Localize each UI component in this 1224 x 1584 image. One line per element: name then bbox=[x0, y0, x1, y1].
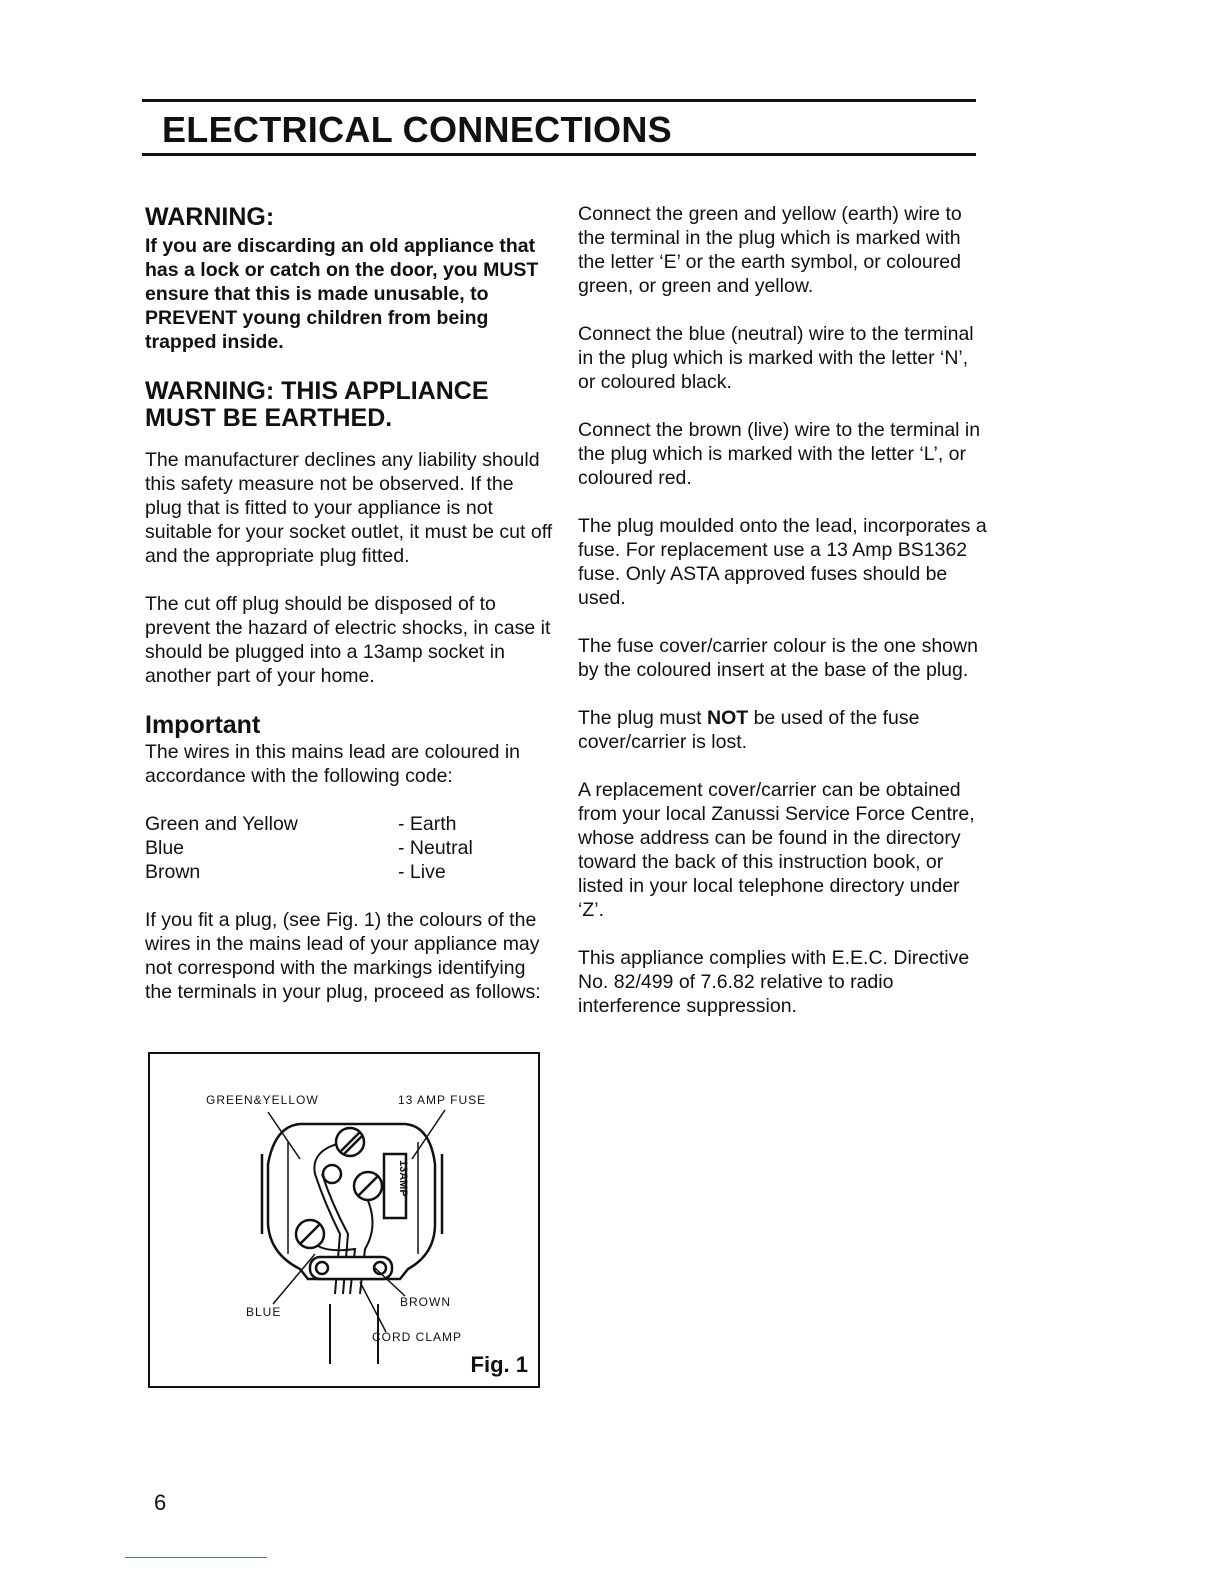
header-rule-bottom bbox=[142, 153, 976, 156]
earthed-warning-heading bbox=[145, 378, 555, 432]
p6-end: be used of the fuse cover/carrier is lost. bbox=[578, 707, 920, 753]
eec-compliance-paragraph: This appliance complies with E.E.C. Directive No. 82/499 of 7.6.82 relative to radio interference suppression. bbox=[578, 947, 970, 1017]
neutral-wire-paragraph: Connect the blue (neutral) wire to the terminal in the plug which is marked with the letter ‘N’, or coloured black. bbox=[578, 323, 974, 393]
fuse bbox=[384, 1154, 409, 1218]
wire-code-row bbox=[145, 812, 555, 836]
header-rule-top bbox=[142, 99, 976, 102]
important-body: The wires in this mains lead are coloured in accordance with the following code: bbox=[145, 741, 521, 787]
cord-clamp bbox=[310, 1257, 392, 1279]
earth-wire-paragraph: Connect the green and yellow (earth) wire to the terminal in the plug which is marked with the letter ‘E’ or the earth symbol, or coloured green, or green and yellow. bbox=[578, 203, 962, 297]
cut-off-plug-paragraph: The cut off plug should be disposed of to prevent the hazard of electric shocks, in case it should be plugged into a 13amp socket in another part of your home. bbox=[145, 593, 551, 687]
p6-start: The plug must bbox=[578, 707, 707, 729]
fuse-body-label: 13AMP bbox=[397, 1160, 409, 1197]
left-column bbox=[145, 202, 555, 1004]
earthed-warning-line1: WARNING: THIS APPLIANCE bbox=[145, 377, 489, 405]
right-column bbox=[578, 202, 988, 1018]
replacement-carrier-paragraph: A replacement cover/carrier can be obtained from your local Zanussi Service Force Centre, whose address can be found in the directory toward the back of this instruction book, or listed in your local telephone directory under ‘Z’. bbox=[578, 779, 975, 921]
plug-wiring-figure bbox=[148, 1052, 540, 1388]
wire-function: - Neutral bbox=[398, 837, 473, 859]
bottom-rule bbox=[125, 1557, 267, 1558]
wire-function: - Live bbox=[398, 861, 446, 883]
cord-clamp-label: CORD CLAMP bbox=[372, 1330, 463, 1344]
wire-colour-code-list bbox=[145, 812, 555, 884]
figure-caption: Fig. 1 bbox=[470, 1352, 528, 1377]
p6-emphasis: NOT bbox=[706, 707, 749, 729]
green-yellow-label: GREEN&YELLOW bbox=[206, 1093, 319, 1107]
plug-diagram bbox=[150, 1054, 538, 1386]
blue-label: BLUE bbox=[246, 1305, 282, 1319]
live-wire-paragraph: Connect the brown (live) wire to the terminal in the plug which is marked with the letter ‘L’, or coloured red. bbox=[578, 419, 981, 489]
fuse-cover-paragraph: The fuse cover/carrier colour is the one shown by the coloured insert at the base of the plug. bbox=[578, 635, 978, 681]
wire-code-row bbox=[145, 860, 555, 884]
wire-colour: Green and Yellow bbox=[145, 813, 298, 835]
wire-colour: Blue bbox=[145, 837, 185, 859]
wire-colour: Brown bbox=[145, 861, 201, 883]
page-title: ELECTRICAL CONNECTIONS bbox=[162, 109, 672, 150]
wire-function: - Earth bbox=[398, 813, 457, 835]
fit-plug-paragraph: If you fit a plug, (see Fig. 1) the colours of the wires in the mains lead of your appliance may not correspond with the markings identifying the terminals in your plug, proceed as follows: bbox=[145, 909, 541, 1003]
page-number: 6 bbox=[154, 1490, 167, 1515]
brown-label: BROWN bbox=[400, 1295, 451, 1309]
wire-code-row bbox=[145, 836, 555, 860]
warning-heading: WARNING: bbox=[145, 203, 275, 231]
fuse-label: 13 AMP FUSE bbox=[398, 1093, 487, 1107]
fuse-cover-lost-paragraph bbox=[578, 706, 988, 754]
warning-body: If you are discarding an old appliance that has a lock or catch on the door, you MUST ensure that this is made unusable, to PREVENT young children from being trapped inside. bbox=[145, 235, 539, 353]
fuse-paragraph: The plug moulded onto the lead, incorporates a fuse. For replacement use a 13 Amp BS1362 fuse. Only ASTA approved fuses should be used. bbox=[578, 515, 987, 609]
liability-paragraph: The manufacturer declines any liability should this safety measure not be observed. If the plug that is fitted to your appliance is not suitable for your socket outlet, it must be cut off and the appropriate plug fitted. bbox=[145, 449, 553, 567]
earthed-warning-line2: MUST BE EARTHED. bbox=[145, 404, 393, 432]
important-heading: Important bbox=[145, 711, 261, 739]
